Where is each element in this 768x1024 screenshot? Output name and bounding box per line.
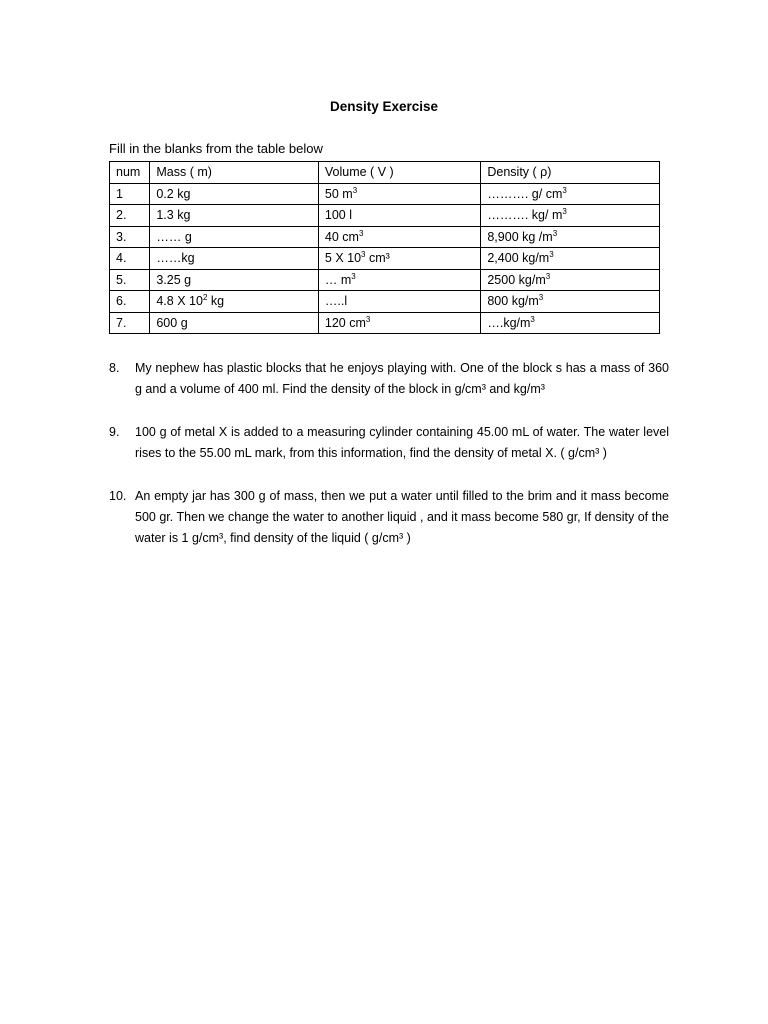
table-cell: $\dots.kg/m^3$ xyxy=(481,312,660,334)
question-number: 8. xyxy=(109,361,120,375)
table-cell: 7. xyxy=(110,312,150,334)
page-title: Density Exercise xyxy=(329,99,439,114)
table-cell: 8,900 kg $/m^3$ xyxy=(481,226,660,248)
table-row xyxy=(110,248,660,270)
table-row xyxy=(110,291,660,313)
header-cell: num xyxy=(110,162,150,184)
question-text: 100 g of metal X is added to a measuring cylinder containing 45.00 mL of water. The water level rises to the 55.00 mL mark, from this information, find the density of metal X. ( g/cm³ ) xyxy=(135,425,669,460)
table-cell: 6. xyxy=(110,291,150,313)
table-cell: 4.8 X $10^2$ kg xyxy=(150,291,319,313)
table-cell: 3.25 g xyxy=(150,269,319,291)
table-cell: …… g xyxy=(150,226,319,248)
header-cell: Volume ( V ) xyxy=(318,162,480,184)
table-cell: ………. g/ $cm^3$ xyxy=(481,183,660,205)
table-cell: ………. kg/ $m^3$ xyxy=(481,205,660,227)
table-cell: 5 X $10^3$ cm³ xyxy=(318,248,480,270)
header-cell: Mass ( m) xyxy=(150,162,319,184)
question-text: An empty jar has 300 g of mass, then we put a water until filled to the brim and it mass become 500 gr. Then we change the water to another liquid , and it mass become 580 gr, If density of the water is 1 g/cm³, find density of the liquid ( g/cm³ ) xyxy=(135,489,669,545)
question-number: 10. xyxy=(109,489,127,503)
table-cell: 120 $cm^3$ xyxy=(318,312,480,334)
table-cell: 2500 $kg/m^3$ xyxy=(481,269,660,291)
table-cell: 5. xyxy=(110,269,150,291)
table-cell: 2. xyxy=(110,205,150,227)
table-cell: ……kg xyxy=(150,248,319,270)
table-cell: 4. xyxy=(110,248,150,270)
question-list xyxy=(109,358,669,549)
table-cell: 50 $m^3$ xyxy=(318,183,480,205)
table-row xyxy=(110,226,660,248)
table-cell: 3. xyxy=(110,226,150,248)
table-cell: 2,400 $kg/m^3$ xyxy=(481,248,660,270)
table-cell: …..l xyxy=(318,291,480,313)
table-row xyxy=(110,183,660,205)
question-item xyxy=(109,486,669,549)
question-number: 9. xyxy=(109,425,120,439)
table-cell: 600 g xyxy=(150,312,319,334)
table-row xyxy=(110,205,660,227)
density-table xyxy=(109,161,660,334)
table-cell: … $m^3$ xyxy=(318,269,480,291)
table-cell: 40 $cm^3$ xyxy=(318,226,480,248)
table-cell: 0.2 kg xyxy=(150,183,319,205)
table-row xyxy=(110,269,660,291)
header-cell: Density ( ρ) xyxy=(481,162,660,184)
table-cell: 1 xyxy=(110,183,150,205)
question-item xyxy=(109,358,669,400)
question-text: My nephew has plastic blocks that he enjoys playing with. One of the block s has a mass of 360 g and a volume of 400 ml. Find the density of the block in g/cm³ and kg/m³ xyxy=(135,361,669,396)
question-item xyxy=(109,422,669,464)
instruction-text: Fill in the blanks from the table below xyxy=(109,141,323,156)
table-row xyxy=(110,312,660,334)
table-cell: 800 $kg/m^3$ xyxy=(481,291,660,313)
table-cell: 1.3 kg xyxy=(150,205,319,227)
table-cell: 100 l xyxy=(318,205,480,227)
table-header-row xyxy=(110,162,660,184)
